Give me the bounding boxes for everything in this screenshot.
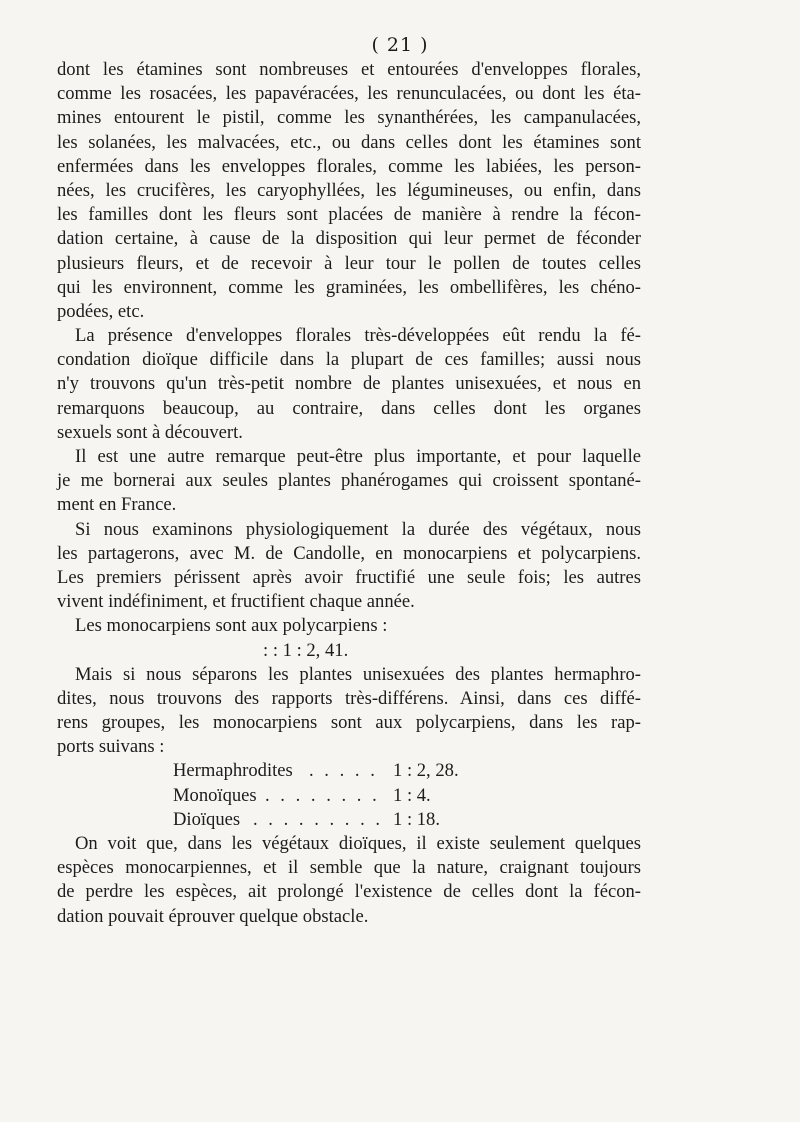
text-line: remarquons beaucoup, au contraire, dans celles dont les organes	[57, 397, 641, 419]
ratio-row-monoiques	[57, 784, 641, 808]
text-line: espèces monocarpiennes, et il semble que la nature, craignant toujours	[57, 857, 641, 879]
paragraph-remarque	[57, 445, 641, 518]
text-line: podées, etc.	[57, 300, 145, 322]
text-line: dites, nous trouvons des rapports très-différens. Ainsi, dans ces diffé-	[57, 687, 641, 709]
text-line: Les premiers périssent après avoir fructifié une seule fois; les autres	[57, 566, 641, 588]
text-line: dation pouvait éprouver quelque obstacle.	[57, 905, 369, 927]
text-line: Si nous examinons physiologiquement la durée des végétaux, nous	[75, 518, 641, 540]
text-line: enfermées dans les enveloppes florales, comme les labiées, les person-	[57, 155, 641, 177]
text-line: dation certaine, à cause de la disposition qui leur permet de féconder	[57, 228, 641, 250]
text-line: les solanées, les malvacées, etc., ou dans celles dont les étamines sont	[57, 131, 641, 153]
paragraph-conclusion	[57, 832, 641, 929]
text-line: rens groupes, les monocarpiens sont aux polycarpiens, dans les rap-	[57, 712, 641, 734]
paragraph-families	[57, 58, 641, 324]
text-line: n'y trouvons qu'un très-petit nombre de plantes unisexuées, et nous en	[57, 373, 641, 395]
ratio-table	[57, 759, 641, 832]
page-body	[57, 58, 641, 929]
text-line: les familles dont les fleurs sont placées de manière à rendre la fécon-	[57, 204, 641, 226]
text-line: nées, les crucifères, les caryophyllées, les légumineuses, ou enfin, dans	[57, 179, 641, 201]
ratio-value: 1 : 2, 28.	[393, 760, 459, 782]
text-line: vivent indéfiniment, et fructifient chaque année.	[57, 591, 415, 613]
ratio-label: Monoïques	[173, 784, 257, 806]
page-number: ( 21 )	[371, 34, 429, 56]
leader-dots: . . . . .	[309, 760, 378, 782]
text-line: les partagerons, avec M. de Candolle, en monocarpiens et polycarpiens.	[57, 542, 641, 564]
leader-dots: . . . . . . . .	[265, 784, 380, 806]
text-line: La présence d'enveloppes florales très-développées eût rendu la fé-	[75, 325, 641, 347]
paragraph-enveloppes	[57, 324, 641, 445]
ratio-label: Hermaphrodites	[173, 760, 293, 782]
text-line: ports suivans :	[57, 736, 165, 758]
text-line: Il est une autre remarque peut-être plus importante, et pour laquelle	[75, 446, 641, 467]
text-line: comme les rosacées, les papavéracées, les renunculacées, ou dont les éta-	[57, 83, 641, 105]
text-line: sexuels sont à découvert.	[57, 421, 243, 443]
text-line: condation dioïque difficile dans la plupart de ces familles; aussi nous	[57, 349, 641, 371]
ratio-value: 1 : 4.	[393, 784, 431, 806]
text-line: On voit que, dans les végétaux dioïques, il existe seulement quelques	[75, 833, 641, 854]
text-line: de perdre les espèces, ait prolongé l'existence de celles dont la fécon-	[57, 881, 641, 903]
ratio-line: : : 1 : 2, 41.	[263, 639, 349, 661]
paragraph-separons	[57, 663, 641, 760]
text-line: Mais si nous séparons les plantes unisexuées des plantes hermaphro-	[75, 663, 641, 685]
ratio-label: Dioïques	[173, 808, 241, 830]
text-line: qui les environnent, comme les graminées, les ombellifères, les chéno-	[57, 276, 641, 298]
ratio-value: 1 : 18.	[393, 808, 441, 830]
ratio-row-hermaphrodites	[57, 759, 641, 783]
text-line: dont les étamines sont nombreuses et entourées d'enveloppes florales,	[57, 59, 641, 80]
text-line: plusieurs fleurs, et de recevoir à leur tour le pollen de toutes celles	[57, 252, 641, 274]
paragraph-monocarpiens	[57, 614, 641, 662]
text-line: mines entourent le pistil, comme les synanthérées, les campanulacées,	[57, 107, 641, 129]
leader-dots: . . . . . . . . .	[253, 808, 384, 830]
paragraph-duree	[57, 518, 641, 615]
text-line: je me bornerai aux seules plantes phanérogames qui croissent spontané-	[57, 470, 641, 492]
ratio-row-dioiques	[57, 808, 641, 832]
text-line: Les monocarpiens sont aux polycarpiens :	[75, 615, 388, 637]
text-line: ment en France.	[57, 494, 177, 516]
